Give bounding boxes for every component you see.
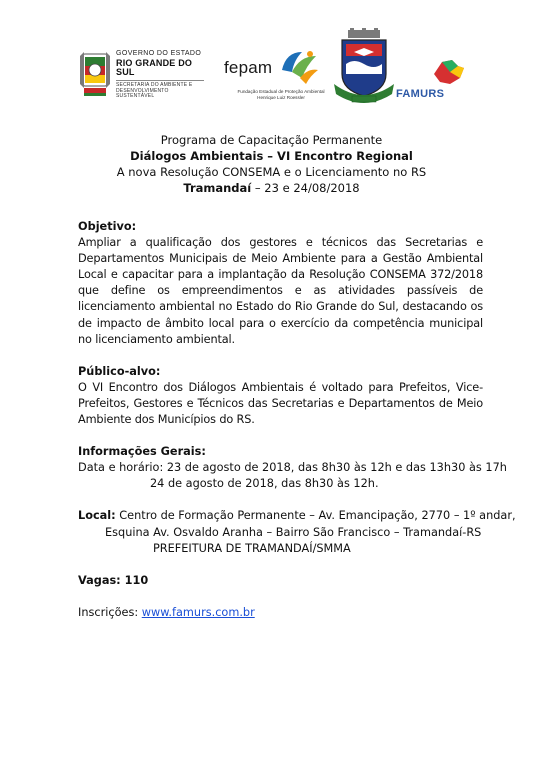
governo-rs-logo [78, 48, 206, 102]
vagas-text: Vagas: 110 [78, 573, 149, 587]
publico-heading: Público-alvo: [78, 364, 161, 378]
event-subtitle: A nova Resolução CONSEMA e o Licenciamento no RS [116, 165, 427, 179]
spacer [78, 348, 483, 364]
local-address1: Centro de Formação Permanente – Av. Emancipação, 2770 – 1º andar, [115, 509, 516, 523]
rs-logo-divider [116, 80, 204, 81]
famurs-wordmark: FAMURS [396, 88, 445, 100]
famurs-map-icon [432, 58, 466, 86]
fepam-subtitle-1: Fundação Estadual de Proteção Ambiental [237, 89, 325, 94]
local-address2: Esquina Av. Osvaldo Aranha – Bairro São Francisco – Tramandaí-RS [105, 525, 482, 539]
tramandai-coat-of-arms-icon [332, 28, 396, 108]
informacoes-heading: Informações Gerais: [78, 445, 206, 459]
schedule-day1: Data e horário: 23 de agosto de 2018, das 8h30 às 12h e das 13h30 às 17h [78, 461, 507, 475]
event-location-date [60, 180, 483, 196]
program-title: Programa de Capacitação Permanente [160, 133, 383, 147]
spacer [78, 428, 483, 444]
document-body [78, 219, 516, 621]
fepam-subtitle-2: Henrique Luiz Roessler [257, 95, 305, 100]
fepam-logo [222, 46, 340, 106]
logo-strip [78, 28, 470, 108]
local-line1 [78, 508, 516, 524]
rs-logo-line1: GOVERNO DO ESTADO [116, 50, 202, 57]
rs-coat-of-arms-icon [78, 48, 112, 98]
local-label: Local: [78, 509, 116, 523]
spacer [78, 557, 483, 573]
inscricoes-label: Inscrições: [78, 605, 142, 619]
famurs-website-link[interactable]: www.famurs.com.br [141, 605, 255, 619]
fepam-mark-icon [276, 46, 320, 86]
schedule-day2: 24 de agosto de 2018, das 8h30 às 12h. [150, 477, 379, 491]
rs-logo-line3: SECRETARIA DO AMBIENTE E [116, 82, 193, 88]
objetivo-heading: Objetivo: [78, 220, 137, 233]
event-date: – 23 e 24/08/2018 [251, 181, 360, 195]
event-title: Diálogos Ambientais – VI Encontro Regional [130, 149, 413, 163]
spacer [78, 589, 483, 605]
local-institution: PREFEITURA DE TRAMANDAÍ/SMMA [153, 541, 351, 555]
event-city: Tramandaí [183, 181, 252, 195]
rs-logo-line2: RIO GRANDE DO SUL [116, 58, 193, 77]
rs-logo-line4: DESENVOLVIMENTO SUSTENTÁVEL [116, 88, 169, 99]
publico-text: O VI Encontro dos Diálogos Ambientais é voltado para Prefeitos, Vice-Prefeitos, Gestores e Técnicos das Secretarias e Departamentos de Meio Ambiente dos Municípios do RS. [78, 380, 483, 427]
fepam-wordmark: fepam [224, 58, 273, 77]
inscricoes-line [78, 605, 483, 621]
famurs-logo [394, 58, 472, 108]
event-header [60, 132, 483, 196]
spacer [78, 492, 483, 508]
objetivo-text: Ampliar a qualificação dos gestores e técnicos das Secretarias e Departamentos Municipais de Meio Ambiente para a Gestão Ambiental Local e capacitar para a implantação da Resolução CONSEMA 372/2018 que define os empreendimentos e as atividades passíveis de licenciamento ambiental no Estado do Rio Grande do Sul, destacando os de impacto de âmbito local para o exercício da competência municipal no licenciamento ambiental. [78, 236, 483, 346]
